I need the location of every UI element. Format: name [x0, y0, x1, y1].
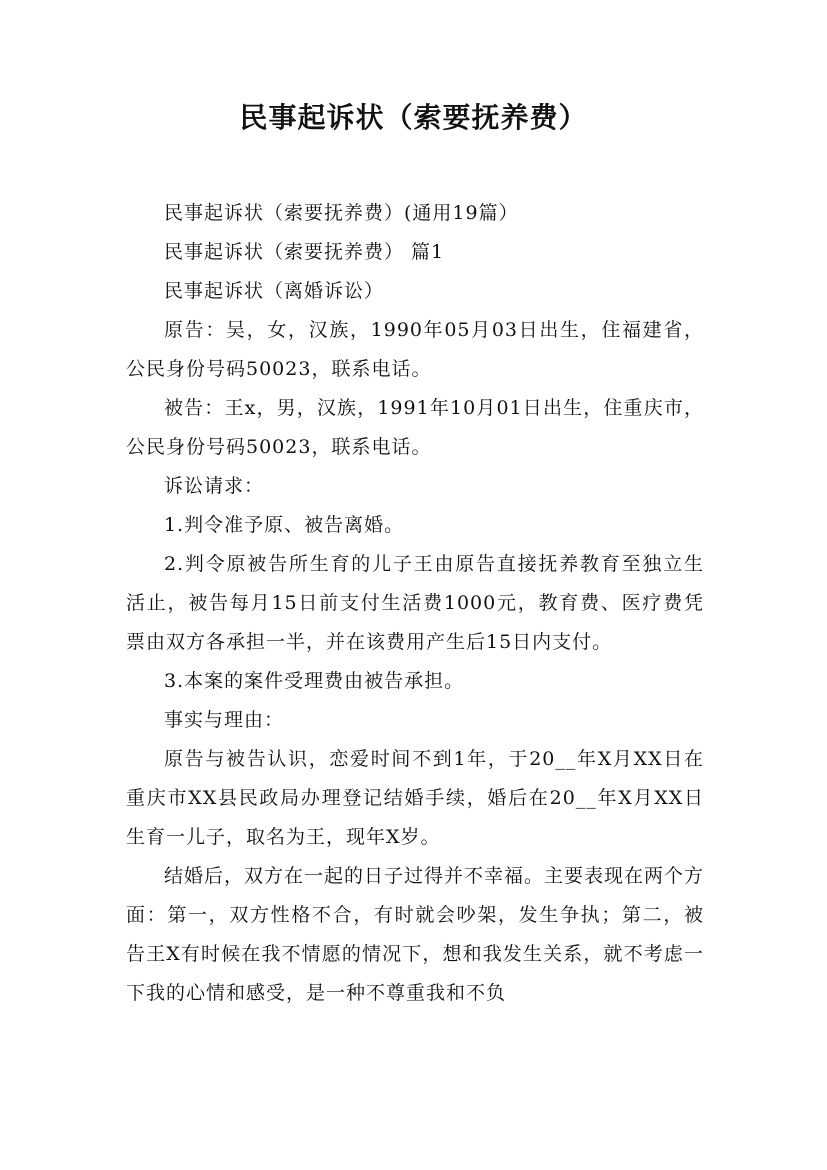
paragraph-subtitle: 民事起诉状（索要抚养费）(通用19篇） — [164, 202, 519, 224]
paragraph-facts-1: 原告与被告认识，恋爱时间不到1年，于20__年X月XX日在重庆市XX县民政局办理登记结婚手续，婚后在20__年X月XX日生育一儿子，取名为王，现年X岁。 — [126, 748, 704, 848]
paragraph-facts-2: 结婚后，双方在一起的日子过得并不幸福。主要表现在两个方面：第一，双方性格不合，有时就会吵架，发生争执；第二，被告王X有时候在我不情愿的情况下，想和我发生关系，就不考虑一下我的心情和感受，是一种不尊重我和不负 — [126, 865, 705, 1004]
document-title: 民事起诉状（索要抚养费） — [239, 101, 588, 134]
paragraph-plaintiff: 原告：吴，女，汉族，1990年05月03日出生，住福建省，公民身份号码50023，联系电话。 — [126, 319, 704, 380]
document-body — [126, 194, 704, 1013]
paragraph-defendant: 被告：王x，男，汉族，1991年10月01日出生，住重庆市，公民身份号码50023，联系电话。 — [126, 397, 704, 458]
paragraph-claim-3: 3.本案的案件受理费由被告承担。 — [164, 670, 465, 692]
paragraph-section-heading: 民事起诉状（索要抚养费） 篇1 — [164, 241, 445, 263]
paragraph-claim-2: 2.判令原被告所生育的儿子王由原告直接抚养教育至独立生活止，被告每月15日前支付生活费1000元，教育费、医疗费凭票由双方各承担一半，并在该费用产生后15日内支付。 — [126, 553, 704, 653]
paragraph-claims-heading: 诉讼请求： — [164, 475, 265, 497]
paragraph-claim-1: 1.判令准予原、被告离婚。 — [164, 514, 405, 536]
paragraph-facts-heading: 事实与理由： — [164, 709, 285, 731]
paragraph-doc-type: 民事起诉状（离婚诉讼） — [164, 280, 385, 302]
